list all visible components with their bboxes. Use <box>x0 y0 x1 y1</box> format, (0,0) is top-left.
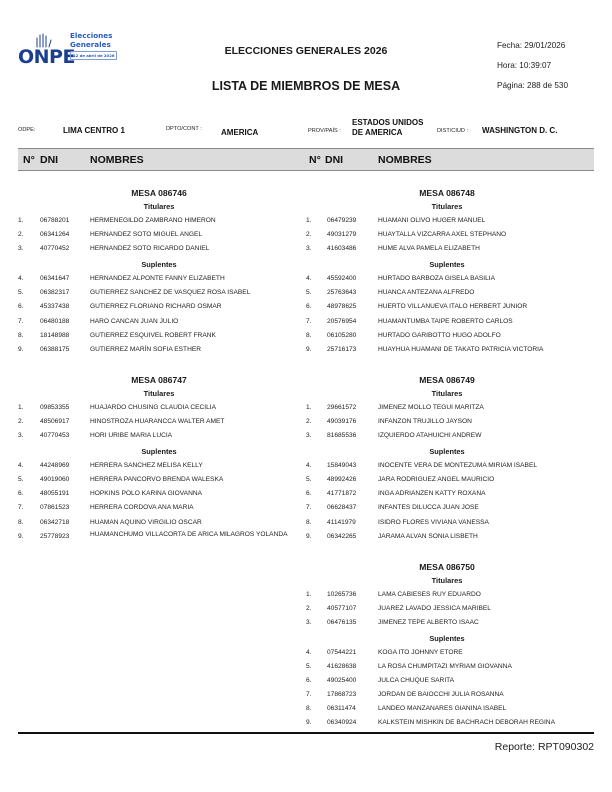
column-header-right <box>300 148 594 171</box>
footer-divider <box>18 732 594 734</box>
group-title-suplentes: Suplentes <box>429 447 465 457</box>
row-dni: 40577107 <box>327 604 357 612</box>
member-row <box>18 230 300 244</box>
row-number: 9. <box>18 345 24 353</box>
logo-date-badge: 12 de abril de 2026 <box>70 51 117 60</box>
row-name: HERNANDEZ SOTO RICARDO DANIEL <box>90 245 210 253</box>
member-row <box>300 274 594 288</box>
row-name: JARAMA ALVAN SONIA LISBETH <box>378 532 478 540</box>
row-number: 3. <box>18 432 24 440</box>
member-row <box>18 489 300 503</box>
row-name: HUERTO VILLANUEVA ITALO HERBERT JUNIOR <box>378 303 528 311</box>
row-name: GUTIERREZ FLORIANO RICHARD OSMAR <box>90 303 222 311</box>
row-dni: 18148988 <box>40 331 70 339</box>
group-title-titulares: Titulares <box>431 202 463 211</box>
row-dni: 49019060 <box>40 476 70 484</box>
row-dni: 48506917 <box>40 417 70 425</box>
prov-value-line2: DE AMERICA <box>352 128 403 137</box>
row-dni: 40770453 <box>40 432 70 440</box>
member-row <box>18 317 300 331</box>
report-time: Hora: 10:39:07 <box>497 61 552 70</box>
mesa-title: MESA 086747 <box>131 374 187 385</box>
group-title-suplentes: Suplentes <box>141 260 177 270</box>
member-row <box>18 518 300 532</box>
row-name: JIMENEZ TEPE ALBERTO ISAAC <box>378 618 479 626</box>
row-name: LANDEO MANZANARES GIANINA ISABEL <box>378 705 507 713</box>
group-title-titulares: Titulares <box>431 388 463 398</box>
row-name: HURTADO GARIBOTTO HUGO ADOLFO <box>378 331 501 339</box>
row-name: ISIDRO FLORES VIVIANA VANESSA <box>378 518 489 526</box>
mesa-title: MESA 086746 <box>131 188 187 198</box>
row-name: JULCA CHUQUE SARITA <box>378 677 455 685</box>
row-name: GUTIERREZ ESQUIVEL ROBERT FRANK <box>90 331 216 339</box>
member-row <box>18 475 300 489</box>
row-dni: 15849043 <box>327 462 357 470</box>
row-dni: 49039176 <box>327 417 357 425</box>
row-dni: 09853355 <box>40 403 70 411</box>
row-name: HUAYTALLA VIZCARRA AXEL STEPHANO <box>378 231 507 239</box>
member-row <box>300 676 594 690</box>
report-code: Reporte: RPT090302 <box>494 741 594 753</box>
dpto-value: AMERICA <box>221 128 259 137</box>
member-row <box>300 662 594 676</box>
row-number: 7. <box>306 317 312 325</box>
row-name: KOGA ITO JOHNNY ETORE <box>378 648 463 656</box>
report-subtitle: LISTA DE MIEMBROS DE MESA <box>211 79 401 93</box>
row-name: HURTADO BARBOZA GISELA BASILIA <box>378 275 496 283</box>
member-row <box>300 288 594 302</box>
member-row <box>300 518 594 532</box>
row-number: 7. <box>18 504 24 512</box>
member-row <box>18 288 300 302</box>
row-number: 8. <box>18 331 24 339</box>
row-dni: 06479239 <box>327 217 357 224</box>
row-number: 8. <box>306 705 312 713</box>
report-page: Página: 288 de 530 <box>497 81 569 90</box>
row-dni: 06628437 <box>327 504 357 512</box>
row-dni: 41771872 <box>327 490 357 498</box>
row-dni: 17868723 <box>327 691 357 699</box>
row-dni: 06342265 <box>327 532 357 540</box>
member-row <box>300 403 594 417</box>
row-name: HUAMANI OLIVO HUGER MANUEL <box>378 217 486 224</box>
member-row <box>18 216 300 230</box>
member-row <box>18 431 300 445</box>
member-row <box>18 331 300 345</box>
row-dni: 45337438 <box>40 303 70 311</box>
member-row <box>300 718 594 732</box>
row-number: 7. <box>18 317 24 325</box>
member-row <box>300 216 594 230</box>
row-name: HUME ALVA PAMELA ELIZABETH <box>378 245 480 253</box>
group-title-titulares: Titulares <box>143 388 175 398</box>
member-row <box>300 690 594 704</box>
right-column <box>300 186 594 747</box>
row-name: JORDAN DE BAIOCCHI JULIA ROSANNA <box>378 691 504 699</box>
mesa-block <box>18 373 300 552</box>
member-row <box>300 704 594 718</box>
row-number: 2. <box>306 231 312 239</box>
row-name: LAMA CABIESES RUY EDUARDO <box>378 590 481 598</box>
col-num: N° <box>309 154 321 166</box>
row-dni: 48992426 <box>327 476 357 484</box>
row-number: 3. <box>306 618 312 626</box>
row-name: INFANZON TRUJILLO JAYSON <box>378 417 472 425</box>
row-number: 6. <box>18 303 24 311</box>
row-number: 1. <box>306 217 312 224</box>
row-number: 4. <box>18 275 24 283</box>
row-name: KALKSTEIN MISHKIN DE BACHRACH DEBORAH REGINA <box>378 719 555 727</box>
row-number: 9. <box>306 532 312 540</box>
member-row <box>18 503 300 517</box>
member-row <box>300 230 594 244</box>
group-title-titulares: Titulares <box>431 575 463 585</box>
row-dni: 07544221 <box>327 648 357 656</box>
row-name: HUAMAN AQUINO VIRGILIO OSCAR <box>90 518 202 526</box>
row-number: 4. <box>306 648 312 656</box>
row-dni: 06105280 <box>327 331 357 339</box>
row-number: 6. <box>306 490 312 498</box>
row-dni: 40770452 <box>40 245 70 253</box>
row-number: 9. <box>18 532 24 540</box>
mesa-title: MESA 086749 <box>419 374 475 385</box>
prov-value-line1: ESTADOS UNIDOS <box>352 118 424 127</box>
dpto-label: DPTO/CONT : <box>166 126 202 132</box>
row-name: HERNANDEZ SOTO MIGUEL ANGEL <box>90 231 203 239</box>
row-number: 2. <box>18 417 24 425</box>
row-dni: 06341264 <box>40 231 70 239</box>
row-dni: 06480188 <box>40 317 70 325</box>
row-dni: 25778923 <box>40 532 70 540</box>
member-row <box>300 461 594 475</box>
row-number: 3. <box>18 245 24 253</box>
row-number: 3. <box>306 245 312 253</box>
member-row <box>18 417 300 431</box>
row-dni: 44248969 <box>40 462 70 470</box>
member-row <box>18 274 300 288</box>
row-dni: 41603486 <box>327 245 357 253</box>
row-dni: 06388175 <box>40 345 70 353</box>
left-column <box>18 186 300 566</box>
row-name: HUAYHUA HUAMANI DE TAKATO PATRICIA VICTORIA <box>378 345 544 353</box>
row-number: 4. <box>18 462 24 470</box>
member-row <box>300 648 594 662</box>
dist-value: WASHINGTON D. C. <box>482 126 558 135</box>
member-row <box>300 489 594 503</box>
row-name: HERMENEGILDO ZAMBRANO HIMERON <box>90 217 216 224</box>
row-number: 7. <box>306 691 312 699</box>
row-name: INFANTES DILUCCA JUAN JOSE <box>378 504 479 512</box>
row-number: 8. <box>306 331 312 339</box>
member-row <box>300 317 594 331</box>
mesa-block <box>18 186 300 359</box>
member-row <box>18 302 300 316</box>
row-name: HERRERA SANCHEZ MELISA KELLY <box>90 462 203 470</box>
member-row <box>18 244 300 258</box>
row-number: 9. <box>306 719 312 727</box>
row-dni: 06340924 <box>327 719 357 727</box>
row-number: 8. <box>18 518 24 526</box>
row-name: HERNANDEZ ALPONTE FANNY ELIZABETH <box>90 275 225 283</box>
group-title-suplentes: Suplentes <box>429 260 465 270</box>
row-number: 6. <box>306 677 312 685</box>
member-row <box>300 604 594 618</box>
member-row <box>300 503 594 517</box>
row-dni: 20576954 <box>327 317 357 325</box>
member-row <box>18 403 300 417</box>
member-row <box>300 244 594 258</box>
row-dni: 06476135 <box>327 618 357 626</box>
row-dni: 06788201 <box>40 217 70 224</box>
row-name: HINOSTROZA HUARANCCA WALTER AMET <box>90 417 225 425</box>
row-name: GUTIERREZ MARÍN SOFIA ESTHER <box>90 345 202 353</box>
row-name: HUANCA ANTEZANA ALFREDO <box>378 289 475 297</box>
row-dni: 06382317 <box>40 289 70 297</box>
member-row <box>18 345 300 359</box>
prov-label: PROV/PAÍS : <box>308 128 341 134</box>
row-number: 1. <box>306 403 312 411</box>
row-dni: 49031279 <box>327 231 357 239</box>
row-number: 4. <box>306 275 312 283</box>
row-name: INGA ADRIANZEN KATTY ROXANA <box>378 490 486 498</box>
column-header-left <box>18 148 300 171</box>
row-number: 7. <box>306 504 312 512</box>
row-name: HORI URIBE MARIA LUCIA <box>90 432 173 440</box>
row-number: 3. <box>306 432 312 440</box>
row-dni: 41141979 <box>327 518 356 526</box>
logo-line2: Generales <box>70 39 111 49</box>
member-row <box>300 345 594 359</box>
mesa-title: MESA 086750 <box>419 561 475 572</box>
report-title: ELECCIONES GENERALES 2026 <box>224 45 388 57</box>
row-name: HUAMANTUMBA TAIPE ROBERTO CARLOS <box>378 317 513 325</box>
row-number: 1. <box>306 590 312 598</box>
row-dni: 49025400 <box>327 677 357 685</box>
col-nombres: NOMBRES <box>90 154 144 166</box>
row-name: HUAJARDO CHUSING CLAUDIA CECILIA <box>90 403 217 411</box>
row-number: 2. <box>18 231 24 239</box>
row-number: 2. <box>306 604 312 612</box>
row-number: 6. <box>18 490 24 498</box>
row-number: 8. <box>306 518 312 526</box>
member-row <box>300 431 594 445</box>
row-number: 5. <box>18 289 24 297</box>
mesa-block <box>300 373 594 546</box>
odpe-label: ODPE: <box>18 127 36 133</box>
row-name: HERRERA PANCORVO BRENDA WALESKA <box>90 476 224 484</box>
row-name: JUAREZ LAVADO JESSICA MARIBEL <box>378 604 491 612</box>
member-row <box>300 618 594 632</box>
logo-brand: ONPE <box>18 46 75 68</box>
row-number: 2. <box>306 417 312 425</box>
row-dni: 06311474 <box>327 705 356 713</box>
row-dni: 07861523 <box>40 504 70 512</box>
row-number: 1. <box>18 403 24 411</box>
row-name: INOCENTE VERA DE MONTEZUMA MIRIAM ISABEL <box>378 462 538 470</box>
row-name: HOPKINS POLO KARINA GIOVANNA <box>90 490 202 498</box>
row-dni: 25763643 <box>327 289 357 297</box>
col-nombres: NOMBRES <box>378 154 432 166</box>
mesa-block <box>300 560 594 733</box>
row-number: 5. <box>306 663 312 671</box>
report-date: Fecha: 29/01/2026 <box>497 41 566 50</box>
row-name: GUTIERREZ SANCHEZ DE VASQUEZ ROSA ISABEL <box>90 289 251 297</box>
group-title-titulares: Titulares <box>143 202 175 211</box>
row-dni: 45592400 <box>327 275 357 283</box>
row-dni: 25716173 <box>327 345 357 353</box>
row-name: HUAMANCHUMO VILLACORTA DE ARICA MILAGROS YOLANDA <box>90 530 288 538</box>
row-name: HARO CANCAN JUAN JULIO <box>90 317 179 325</box>
row-name: JARA RODRIGUEZ ANGEL MAURICIO <box>378 476 495 484</box>
mesa-title: MESA 086748 <box>419 188 475 198</box>
row-dni: 10265736 <box>327 590 357 598</box>
group-title-suplentes: Suplentes <box>429 633 465 643</box>
row-dni: 41628638 <box>327 663 357 671</box>
col-dni: DNI <box>40 154 59 166</box>
row-dni: 06341647 <box>40 275 70 283</box>
row-dni: 81685536 <box>327 432 357 440</box>
row-name: IZQUIERDO ATAHUICHI ANDREW <box>378 432 482 440</box>
row-name: LA ROSA CHUMPITAZI MYRIAM GIOVANNA <box>378 663 512 671</box>
logo-line1: Elecciones <box>70 31 113 40</box>
mesa-block <box>300 186 594 359</box>
member-row <box>18 461 300 475</box>
row-name: JIMENEZ MOLLO TEGUI MARITZA <box>378 403 484 411</box>
member-row <box>300 331 594 345</box>
odpe-value: LIMA CENTRO 1 <box>63 126 125 135</box>
col-num: N° <box>23 154 35 166</box>
row-number: 5. <box>18 476 24 484</box>
row-number: 1. <box>18 217 24 224</box>
member-row <box>300 302 594 316</box>
dist-label: DIST/CIUD : <box>437 128 469 134</box>
row-dni: 48978625 <box>327 303 357 311</box>
member-row <box>300 417 594 431</box>
col-dni: DNI <box>325 154 344 166</box>
row-name: HERRERA CORDOVA ANA MARIA <box>90 504 194 512</box>
group-title-suplentes: Suplentes <box>141 447 177 457</box>
member-row <box>300 590 594 604</box>
row-dni: 29661572 <box>327 403 357 411</box>
member-row <box>18 532 300 552</box>
member-row <box>300 475 594 489</box>
row-number: 6. <box>306 303 312 311</box>
row-number: 4. <box>306 462 312 470</box>
row-number: 5. <box>306 476 312 484</box>
row-dni: 06342718 <box>40 518 70 526</box>
row-dni: 48055191 <box>40 490 70 498</box>
row-number: 5. <box>306 289 312 297</box>
row-number: 9. <box>306 345 312 353</box>
member-row <box>300 532 594 546</box>
